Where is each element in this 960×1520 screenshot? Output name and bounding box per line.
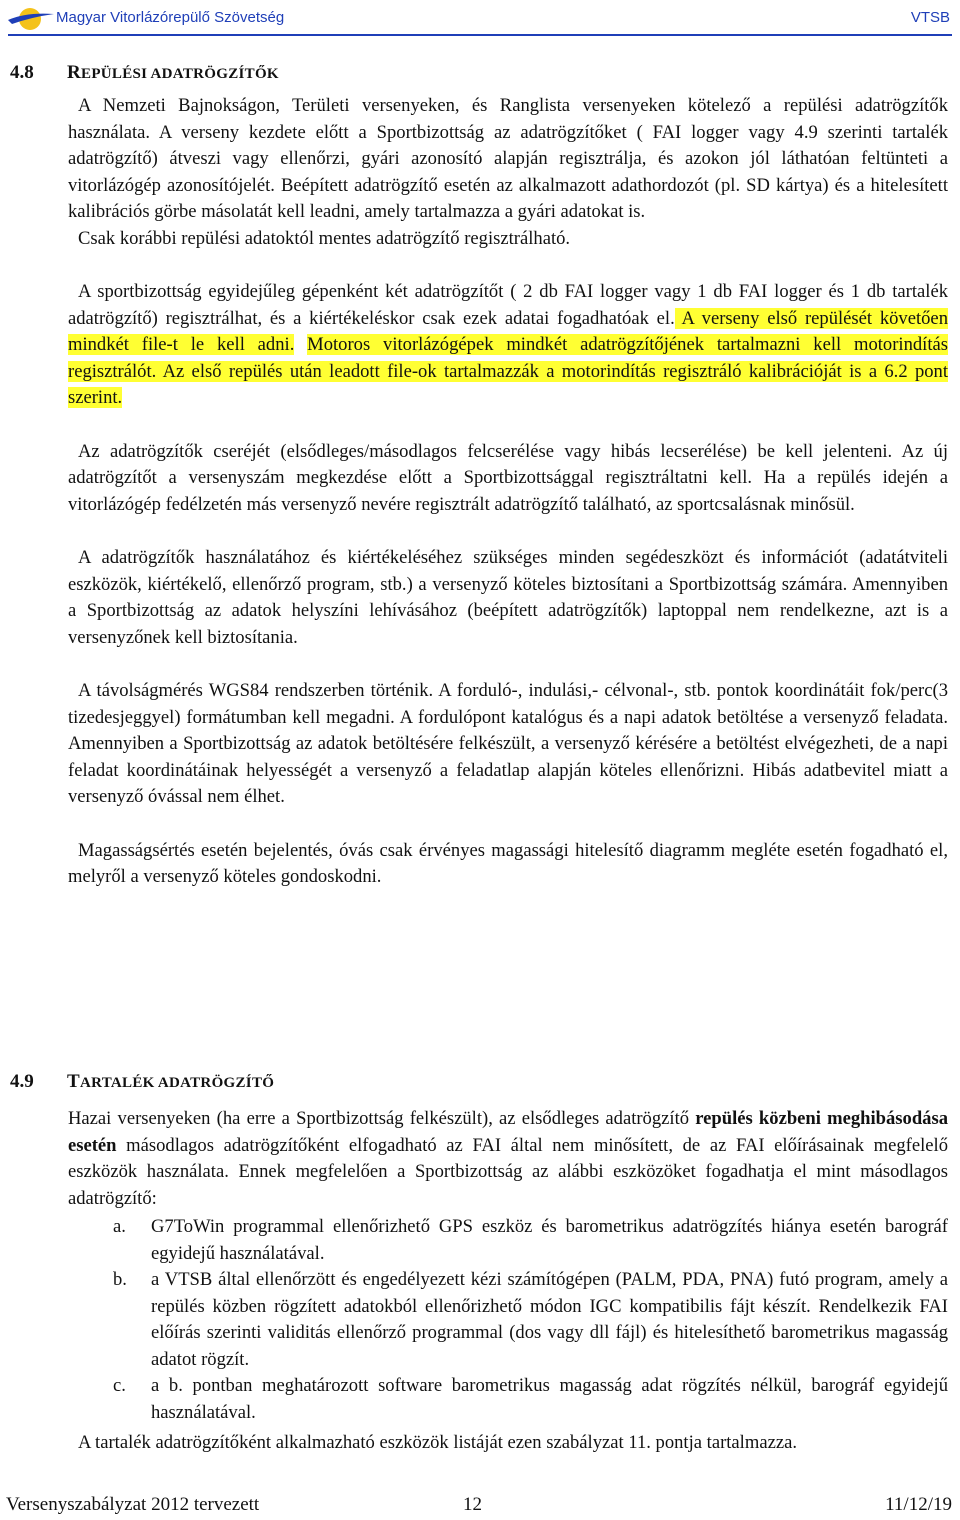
glider-logo-icon: [6, 4, 56, 34]
section-title-rest: ARTALÉK ADATRÖGZÍTŐ: [79, 1075, 275, 1091]
section-number: 4.9: [10, 1071, 34, 1092]
section-body-4-9: [68, 1106, 948, 1212]
list-item-text: a VTSB által ellenőrzött és engedélyezett kézi számítógépen (PALM, PDA, PNA) futó program, amely a repülés közben rögzített adatokból ellenőrizhető módon IGC kompatibilis fájt készít. Rendelkezik FAI előírás szerinti validitás ellenőrző programmal (dos vagy dll fájl) és hitelesíthető barometrikus magasság adatot rögzít.: [151, 1269, 948, 1370]
list-item-text: a b. pontban meghatározott software barometrikus magasság adat rögzítés nélkül, barográf egyidejű használatával.: [151, 1375, 948, 1423]
paragraph-clean-logger: Csak korábbi repülési adatoktól mentes adatrögzítő regisztrálható.: [78, 227, 571, 249]
paragraph-logger-requirement: A Nemzeti Bajnokságon, Területi versenyeken, és Ranglista versenyeken kötelező a repülési adatrögzítők használata. A verseny kezdete előtt a Sportbizottság az adatrögzítőket ( FAI logger vagy 4.9 szerinti tartalék adatrögzítő) átveszi vagy ellenőrzi, gyári azonosító alapján regisztrálja, és azokon jól láthatóan feltünteti a vitorlázógép azonosítójelét. Beépített adatrögzítő esetén az alkalmazott adathordozót (pl. SD kártya) és a hitelesített kalibrációs görbe másolatát kell leadni, amely tartalmazza a gyári adatokat is.: [68, 95, 948, 222]
list-marker: c.: [113, 1375, 126, 1396]
section-number: 4.8: [10, 62, 34, 83]
paragraph-logger-replacement: Az adatrögzítők cseréjét (elsődleges/másodlagos felcserélése vagy hibás lecserélése) be kell jelenteni. Az új adatrögzítőt a versenyszám megkezdése előtt a Sportbizottsággal regisztráltatni kell. Ha a repülés idején a vitorlázógép fedélzetén más versenyző nevére regisztrált adatrögzítő található, az sportcsalásnak minősül.: [68, 440, 948, 515]
highlight-motor-glider: Motoros vitorlázógépek mindkét adatrögzítőjének tartalmazni kell motorindítás regisztrálót. Az első repülés után leadott file-ok tartalmazzák a motorindítás regisztráló kalibrációját is a 6.2 pont szerint.: [68, 334, 948, 408]
footer-document-title: Versenyszabályzat 2012 tervezett: [6, 1494, 260, 1515]
page-number: 12: [463, 1494, 482, 1515]
highlight-file-submission: A verseny első repülését követően mindkét file-t le kell adni.: [68, 307, 948, 355]
list-marker: a.: [113, 1216, 126, 1237]
list-item: [113, 1267, 948, 1373]
organization-name: Magyar Vitorlázórepülő Szövetség: [56, 9, 285, 26]
paragraph-altitude: Magasságsértés esetén bejelentés, óvás csak érvényes magassági hitelesítő diagramm megléte esetén fogadható el, melyről a versenyző köteles gondoskodni.: [68, 839, 948, 887]
list-item: [113, 1373, 948, 1426]
document-code: VTSB: [910, 9, 950, 26]
intro-text-a: Hazai versenyeken (ha erre a Sportbizottság felkészült), az elsődleges adatrögzítő: [68, 1108, 696, 1129]
list-marker: b.: [113, 1269, 127, 1290]
page-header: [0, 0, 960, 40]
paragraph-two-loggers-text: A sportbizottság egyidejűleg gépenként két adatrögzítőt ( 2 db FAI logger vagy 1 db FAI logger és 1 db tartalék adatrögzítő) regisztrálhat, és a kiértékeléskor csak ezek adatai fogadhatóak el.: [68, 281, 948, 329]
paragraph-backup-intro: [68, 1106, 948, 1212]
header-rule: [8, 34, 952, 36]
list-item-text: G7ToWin programmal ellenőrizhető GPS eszköz és barometrikus adatrögzítés hiánya esetén barográf egyidejű használatával.: [151, 1216, 948, 1264]
intro-bold-text: repülés közbeni meghibásodása esetén: [68, 1108, 949, 1156]
paragraph-backup-list-reference: A tartalék adatrögzítőként alkalmazható eszközök listáját ezen szabályzat 11. pontja tartalmazza.: [78, 1432, 797, 1453]
paragraph-tools: A adatrögzítők használatához és kiértékeléséhez szükséges minden segédeszközt és információt (adatátviteli eszközök, kiértékelő, ellenőrző program, stb.) a versenyző köteles biztosítani a Sportbizottság számára. Amennyiben a Sportbizottság az adatok helyszíni lehívásához (beépített adatrögzítők) laptoppal nem rendelkezne, azt is a versenyzőnek kell biztosítania.: [68, 547, 948, 648]
section-closing-4-9: [68, 1430, 948, 1457]
paragraph-wgs84: A távolságmérés WGS84 rendszerben történik. A forduló-, indulási,- célvonal-, stb. pontok koordinátáit fok/perc(3 tizedesjeggyel) formátumban kell megadni. A fordulópont katalógus és a napi adatok betöltése a versenyző feladata. Amennyiben a Sportbizottság az adatok betöltésére felkészült, a versenyző kérésére a betöltést elvégezheti, de a napi feladat koordinátáinak helyességét a versenyző a feladatlap alapján köteles ellenőrizni. Hibás adatbevitel miatt a versenyző óvással nem élhet.: [68, 680, 948, 807]
intro-text-b: másodlagos adatrögzítőként elfogadható az FAI által nem minősített, de az FAI előírásainak megfelelő eszközök használata. Ennek megfelelően a Sportbizottság az alábbi eszközöket fogadhatja el mint másodlagos adatrögzítő:: [68, 1134, 948, 1209]
backup-device-list: [113, 1214, 948, 1426]
section-heading-4-8: [10, 62, 279, 84]
section-title-initial: T: [67, 1071, 80, 1092]
section-heading-4-9: [10, 1071, 274, 1093]
paragraph-two-loggers: [68, 279, 948, 412]
footer-date: 11/12/19: [885, 1494, 952, 1515]
section-body-4-8: [68, 93, 948, 891]
page-footer: [0, 1494, 960, 1520]
section-title-initial: R: [67, 62, 82, 83]
list-item: [113, 1214, 948, 1267]
section-title-rest: EPÜLÉSI ADATRÖGZÍTŐK: [81, 66, 279, 82]
